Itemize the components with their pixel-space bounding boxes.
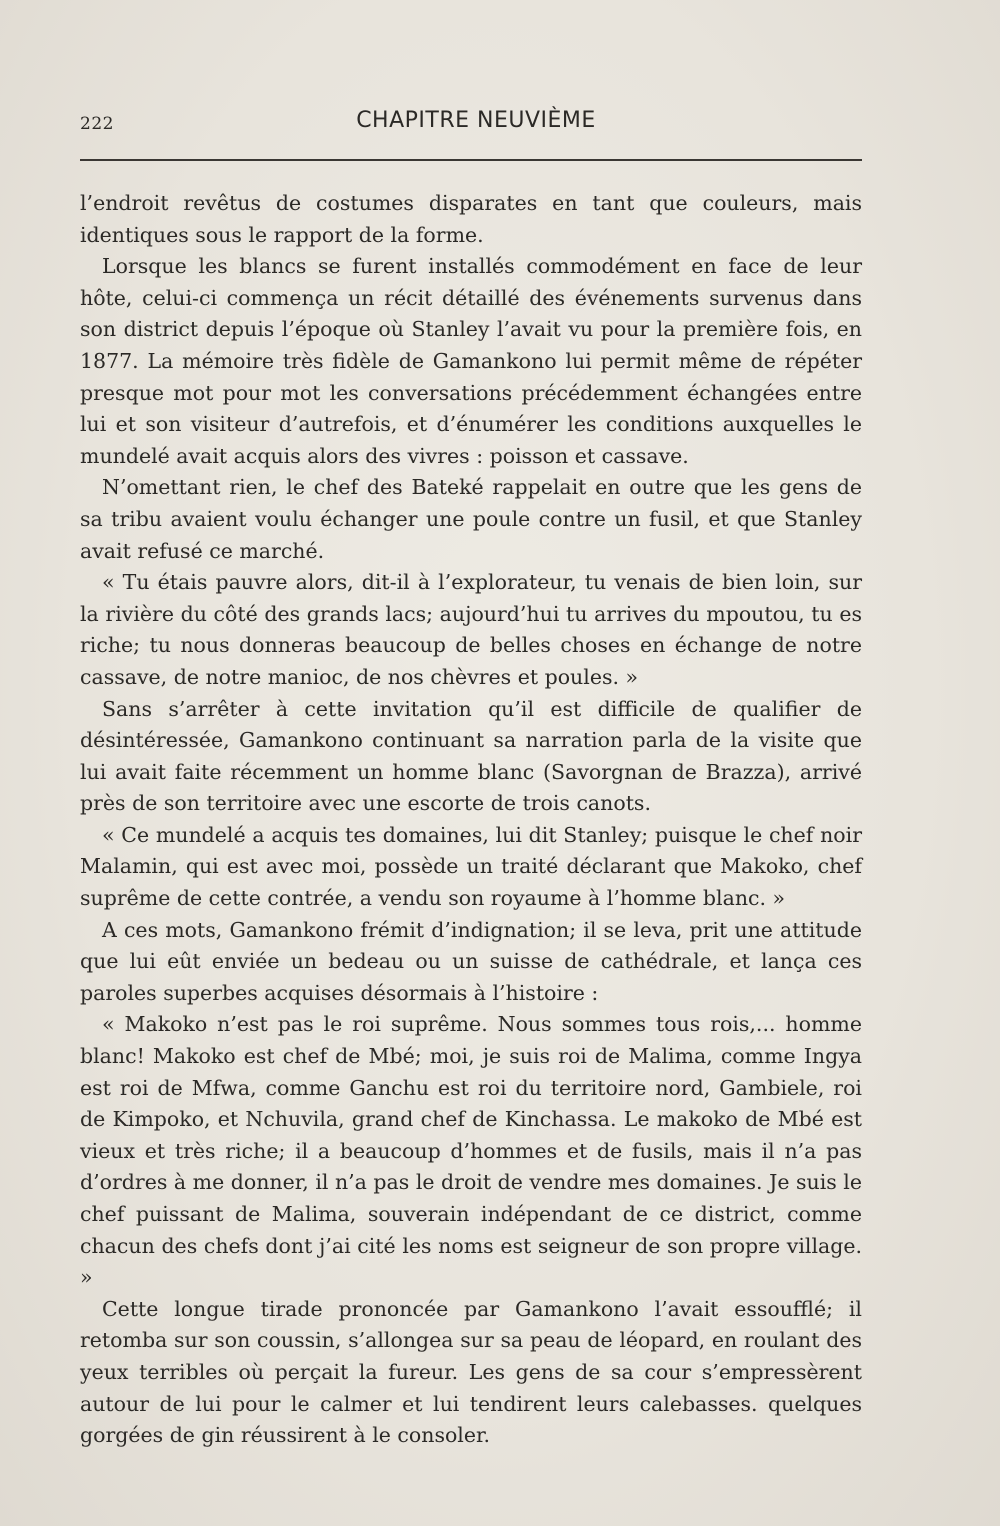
paragraph: l’endroit revêtus de costumes disparates en tant que couleurs, mais identiques sous le rapport de la forme. (80, 191, 862, 247)
paragraph: « Makoko n’est pas le roi suprême. Nous sommes tous rois,... homme blanc! Makoko est chef de Mbé; moi, je suis roi de Malima, comme Ingya est roi de Mfwa, comme Ganchu est roi du territoire nord, Gambiele, roi de Kimpoko, et Nchuvila, grand chef de Kinchassa. Le makoko de Mbé est vieux et très riche; il a beaucoup d’hommes et de fusils, mais il n’a pas d’ordres à me donner, il n’a pas le droit de vendre mes domaines. Je suis le chef puissant de Malima, souverain indépendant de ce district, comme chacun des chefs dont j’ai cité les noms est seigneur de son propre village. » (80, 1012, 862, 1290)
paragraph: « Tu étais pauvre alors, dit-il à l’explorateur, tu venais de bien loin, sur la rivière du côté des grands lacs; aujourd’hui tu arrives du mpoutou, tu es riche; tu nous donneras beaucoup de belles choses en échange de notre cassave, de notre manioc, de nos chèvres et poules. » (80, 570, 862, 689)
paragraph: Sans s’arrêter à cette invitation qu’il est difficile de qualifier de désintéressée, Gamankono continuant sa narration parla de la visite que lui avait faite récemment un homme blanc (Savorgnan de Brazza), arrivé près de son territoire avec une escorte de trois canots. (80, 696, 862, 816)
page-header (80, 108, 862, 138)
paragraph: N’omettant rien, le chef des Bateké rappelait en outre que les gens de sa tribu avaient voulu échanger une poule contre un fusil, et que Stanley avait refusé ce marché. (80, 475, 862, 563)
running-title: CHAPITRE NEUVIÈME (356, 108, 596, 133)
paragraph: « Ce mundelé a acquis tes domaines, lui dit Stanley; puisque le chef noir Malamin, qui est avec moi, possède un traité déclarant que Makoko, chef suprême de cette contrée, a vendu son royaume à l’homme blanc. » (80, 822, 862, 911)
paragraph: Cette longue tirade prononcée par Gamankono l’avait essoufflé; il retomba sur son coussin, s’allongea sur sa peau de léopard, en roulant des yeux terribles où perçait la fureur. Les gens de sa cour s’empressèrent autour de lui pour le calmer et lui tendirent leurs calebasses. quelques gorgées de gin réussirent à le consoler. (80, 1296, 862, 1448)
page-number: 222 (80, 114, 114, 134)
header-rule (80, 159, 862, 161)
body-text (80, 188, 862, 1452)
paragraph: Lorsque les blancs se furent installés commodément en face de leur hôte, celui-ci commença un récit détaillé des événements survenus dans son district depuis l’époque où Stanley l’avait vu pour la première fois, en 1877. La mémoire très fidèle de Gamankono lui permit même de répéter presque mot pour mot les conversations précédemment échangées entre lui et son visiteur d’autrefois, et d’énumérer les conditions auxquelles le mundelé avait acquis alors des vivres : poisson et cassave. (80, 254, 862, 468)
paragraph: A ces mots, Gamankono frémit d’indignation; il se leva, prit une attitude que lui eût enviée un bedeau ou un suisse de cathédrale, et lança ces paroles superbes acquises désormais à l’histoire : (80, 917, 862, 1005)
